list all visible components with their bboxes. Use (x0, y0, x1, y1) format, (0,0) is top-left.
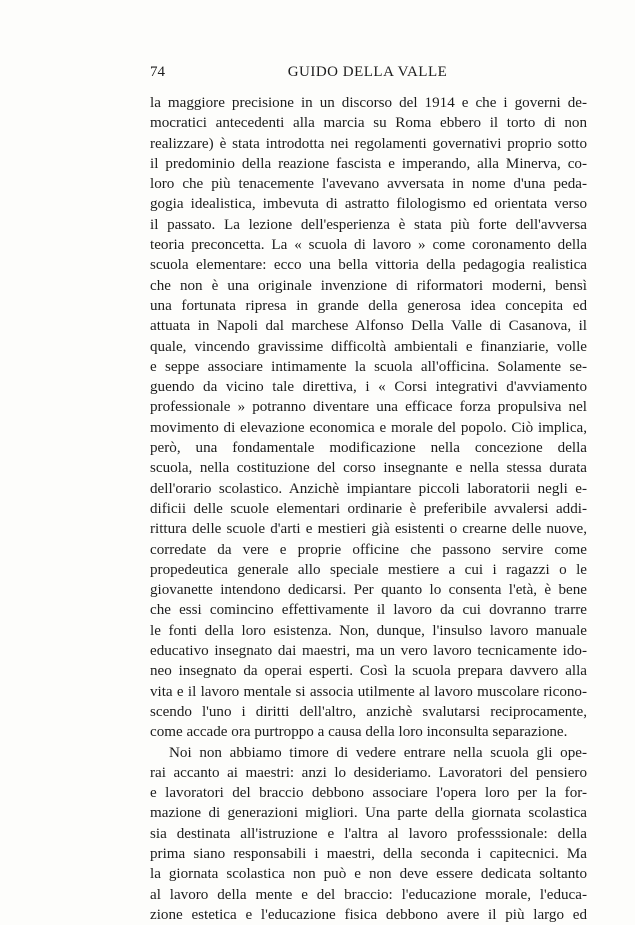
text-line: le fonti della loro esistenza. Non, dunque, l'insulso lavoro manuale (150, 622, 587, 639)
text-line: quale, vincendo gravissime difficoltà ambientali e finanziarie, volle (150, 338, 587, 355)
text-line: scuola, nella costituzione del corso insegnante e nella stessa durata (150, 460, 587, 477)
running-title: GUIDO DELLA VALLE (287, 64, 448, 80)
text-line: guendo da vicino tale direttiva, i « Corsi integrativi d'avviamento (150, 379, 587, 396)
text-line: mocratici antecedenti alla marcia su Roma ebbero il torto di non (150, 115, 587, 132)
text-line: però, una fondamentale modificazione nella concezione della (150, 440, 587, 457)
text-line: al lavoro della mente e del braccio: l'educazione morale, l'educa- (150, 886, 587, 903)
text-line: neo insegnato da operai esperti. Così la scuola prepara davvero alla (150, 663, 587, 680)
text-line: sia destinata all'istruzione e l'altra al lavoro professsionale: della (150, 825, 587, 842)
text-line: giovanette intendono dedicarsi. Per quanto lo consenta l'età, è bene (150, 582, 587, 599)
text-line: il passato. La lezione dell'esperienza è stata più forte dell'avversa (150, 216, 587, 233)
text-line: teoria preconcetta. La « scuola di lavoro » come coronamento della (150, 237, 587, 254)
text-line: che non è una originale invenzione di riformatori moderni, bensì (150, 277, 587, 294)
text-line: realizzare) è stata introdotta nei regolamenti governativi proprio sotto (150, 135, 587, 152)
text-line: come accade ora purtroppo a causa della loro inconsulta separazione. (150, 724, 568, 741)
page-number: 74 (150, 64, 165, 80)
text-line: la giornata scolastica non può e non deve essere dedicata soltanto (150, 866, 587, 883)
body-text (150, 93, 587, 925)
text-line: professionale » potranno diventare una efficace forza propulsiva nel (150, 399, 587, 416)
text-line: educativo insegnato dai maestri, ma un vero lavoro tecnicamente ido- (150, 643, 587, 660)
text-line: zione estetica e l'educazione fisica debbono avere il più largo ed (150, 906, 587, 923)
text-line: vita e il lavoro mentale si associa utilmente al lavoro muscolare ricono- (150, 683, 587, 700)
text-line: loro che più tenacemente l'avevano avversata in nome d'una peda- (150, 176, 587, 193)
text-line: che essi comincino effettivamente il lavoro da cui dovranno trarre (150, 602, 587, 619)
text-line: rittura delle scuole d'arti e mestieri già esistenti o crearne delle nuove, (150, 521, 587, 538)
text-line: gogia idealistica, imbevuta di astratto filologismo ed orientata verso (150, 196, 587, 213)
page-header (150, 64, 585, 84)
text-line: e seppe associare intimamente la scuola all'officina. Solamente se- (150, 358, 587, 375)
text-line: rai accanto ai maestri: anzi lo desideriamo. Lavoratori del pensiero (150, 764, 587, 781)
text-line: scendo l'uno i diritti dell'altro, anzichè svalutarsi reciprocamente, (150, 703, 587, 720)
text-line: dell'orario scolastico. Anzichè impiantare piccoli laboratorii negli e- (150, 480, 587, 497)
text-line: movimento di elevazione economica e morale del popolo. Ciò implica, (150, 419, 587, 436)
text-line: corredate da vere e proprie officine che passono servire come (150, 541, 587, 558)
text-line: il predominio della reazione fascista e imperando, alla Minerva, co- (150, 155, 587, 172)
text-line: e lavoratori del braccio debbono associare l'opera loro per la for- (150, 785, 587, 802)
text-line: prima siano responsabili i maestri, della seconda i capitecnici. Ma (150, 845, 587, 862)
text-line: dificii delle scuole elementari ordinarie è preferibile avvalersi addi- (150, 500, 587, 517)
text-line: attuata in Napoli dal marchese Alfonso Della Valle di Casanova, il (150, 318, 587, 335)
text-line: una fortunata ripresa in grande della generosa idea concepita ed (150, 297, 587, 314)
text-line: la maggiore precisione in un discorso del 1914 e che i governi de- (150, 95, 587, 111)
text-line: scuola elementare: ecco una bella vittoria della pedagogia realistica (150, 257, 587, 274)
text-line: mazione di generazioni migliori. Una parte della giornata scolastica (150, 805, 587, 822)
text-line: propedeutica generale allo speciale mestiere a cui i ragazzi o le (150, 561, 587, 578)
text-line: Noi non abbiamo timore di vedere entrare nella scuola gli ope- (169, 744, 587, 761)
